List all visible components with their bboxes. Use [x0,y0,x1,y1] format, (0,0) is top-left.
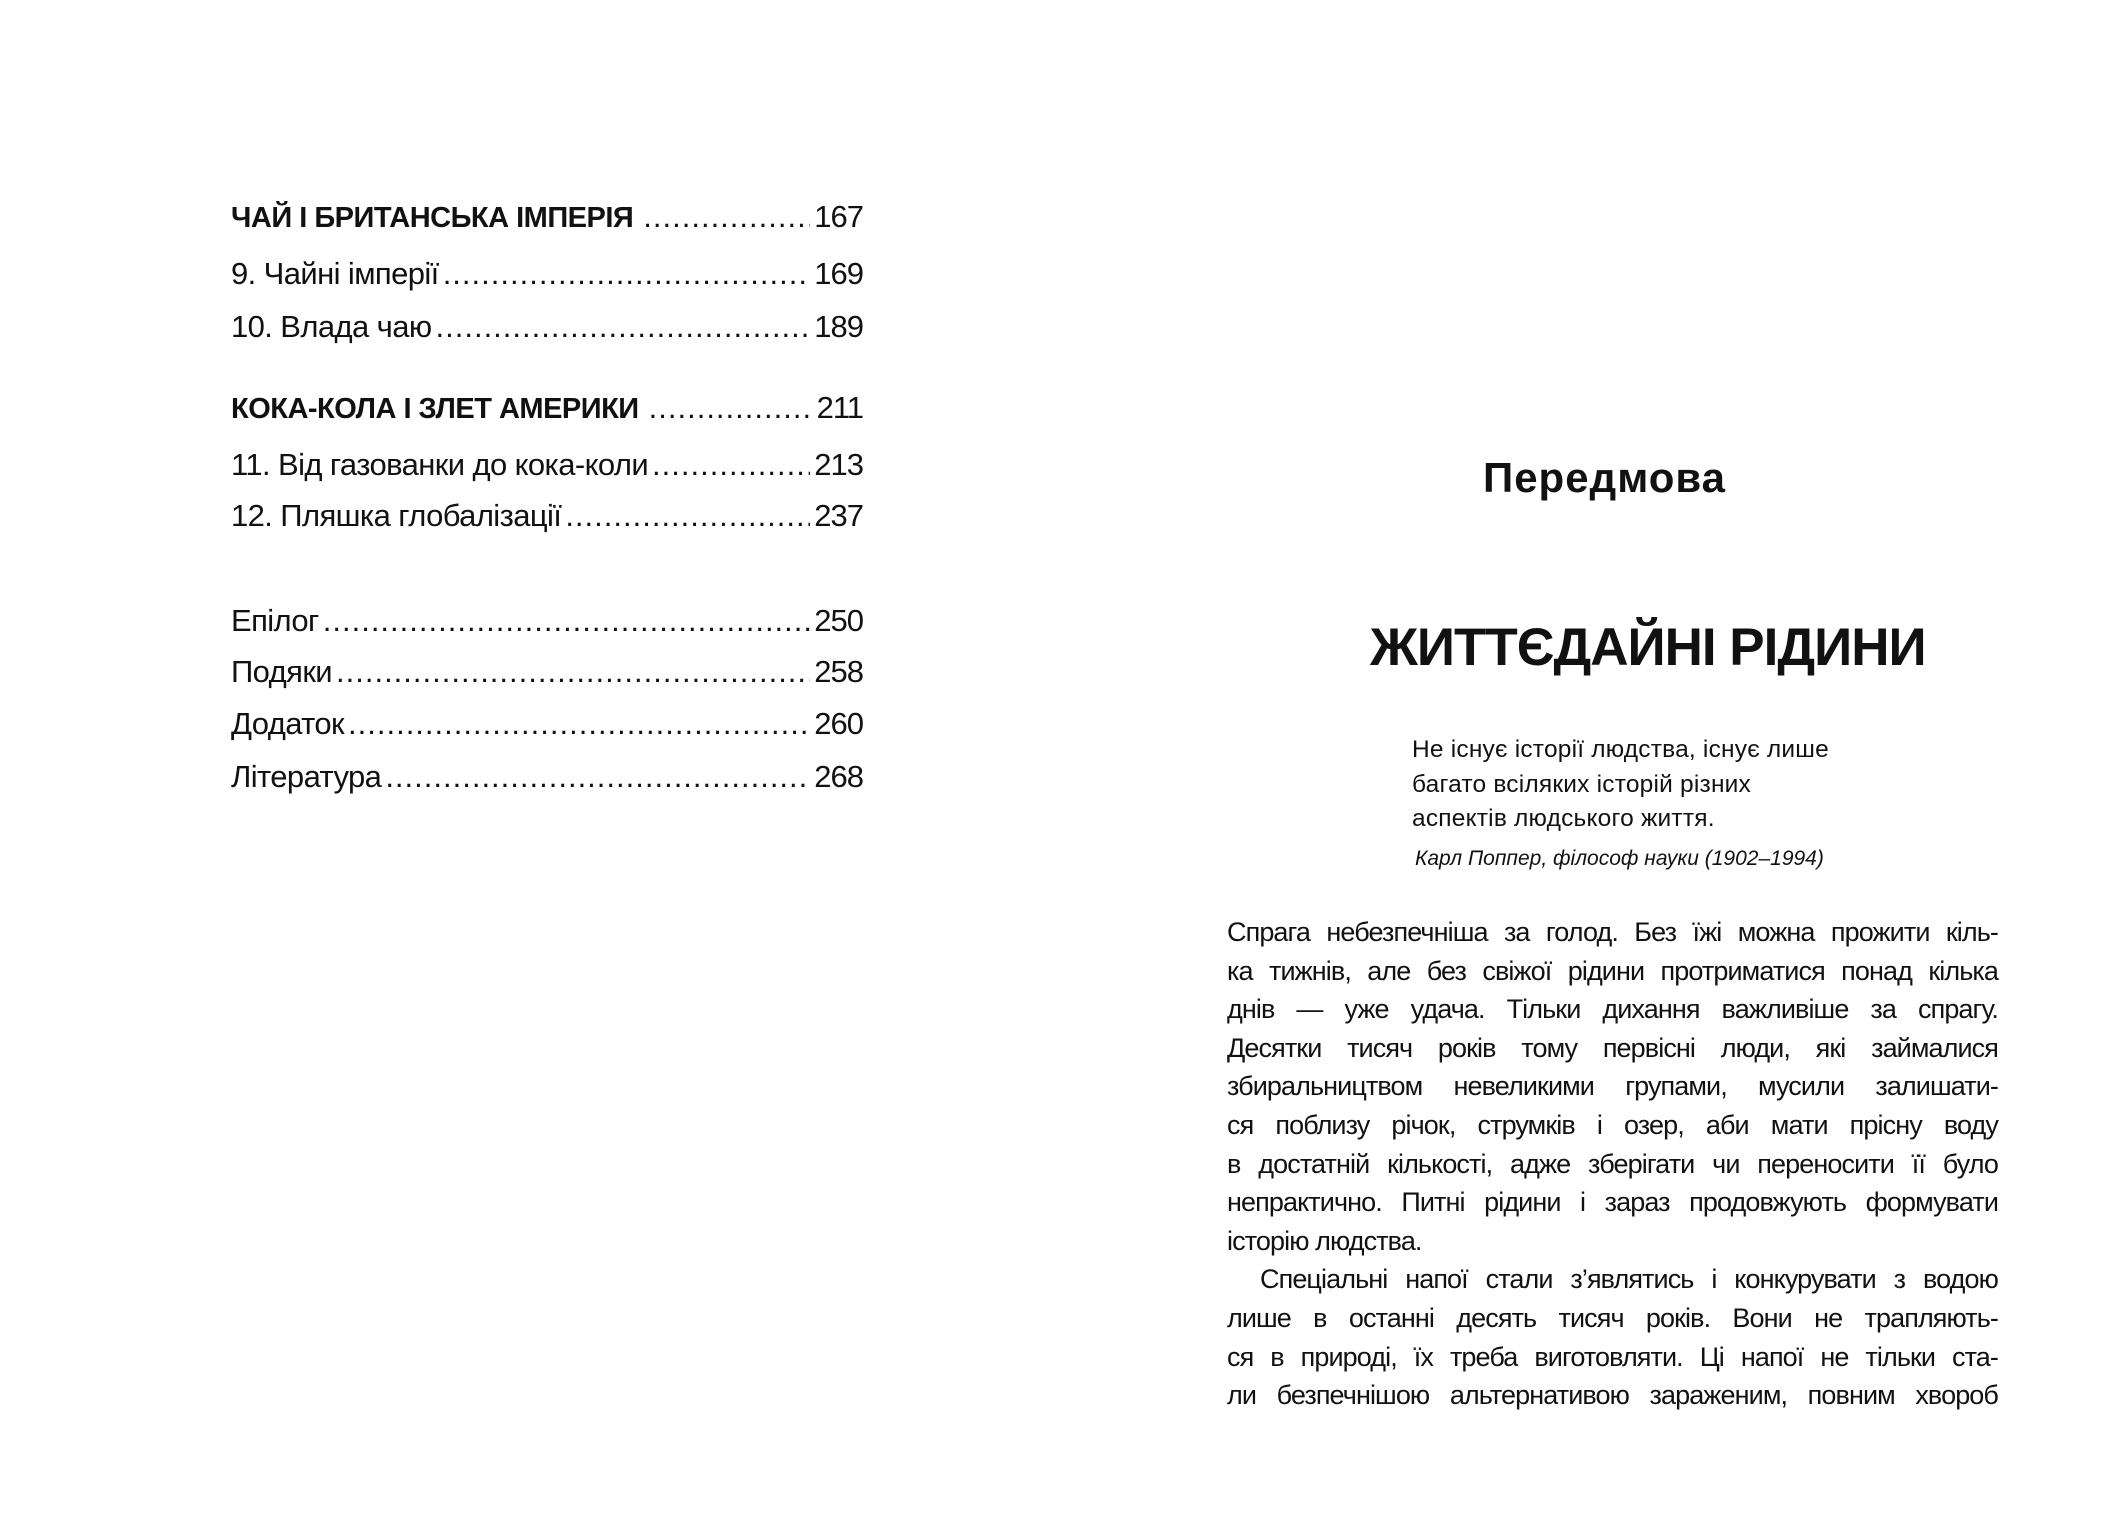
dot-leader [323,603,811,639]
toc-entry-label: 11. Від газованки до кока-коли [231,447,649,482]
epigraph-attribution: Карл Поппер, філософ науки (1902–1994) [1415,847,1824,870]
toc-backmatter-entry[interactable] [231,759,863,795]
toc-page-number: 237 [814,498,863,533]
epigraph [1412,733,1872,870]
toc-page-number: 213 [814,447,863,482]
body-line: ли безпечнішою альтернативою зараженим, повним хвороб [1227,1380,1998,1411]
chapter-title: ЖИТТЄДАЙНІ РІДИНИ [1370,618,1926,677]
section-heading: Передмова [1483,454,1727,501]
toc-part-entry[interactable] [231,390,863,426]
toc-chapter-entry[interactable] [231,309,863,345]
dot-leader [649,390,813,426]
toc-entry-label: Подяки [231,654,332,689]
dot-leader [385,759,810,795]
toc-page-number: 189 [814,309,863,344]
toc-entry-label: 12. Пляшка глобалізації [231,498,562,533]
body-line: Спрага небезпечніша за голод. Без їжі можна прожити кіль- [1227,917,1998,947]
body-line: історію людства. [1227,1225,1422,1256]
toc-entry-label: Література [231,759,382,794]
dot-leader [565,498,810,534]
epigraph-line: Не існує історії людства, існує лише [1412,736,1829,763]
toc-page-number: 268 [814,759,863,794]
dot-leader [443,256,811,292]
toc-part-entry[interactable] [231,199,863,235]
body-line: збиральництвом невеликими групами, мусили залишати- [1227,1071,1998,1102]
toc-page-number: 258 [814,654,863,689]
right-page [1063,0,2126,1535]
epigraph-line: багато всіляких історій різних [1412,770,1752,798]
dot-leader [336,654,810,690]
toc-page-number: 250 [814,603,863,638]
toc-page-number: 211 [816,390,863,425]
dot-leader [643,199,810,235]
body-line: Десятки тисяч років тому первісні люди, які займалися [1227,1032,1998,1063]
toc-page-number: 169 [814,256,863,291]
body-text [1227,913,1998,1415]
toc-entry-label: Додаток [231,706,345,741]
dot-leader [348,706,810,742]
body-line: непрактично. Питні рідини і зараз продовжують формувати [1227,1187,1998,1218]
toc-chapter-entry[interactable] [231,447,863,483]
body-line: ся в природі, їх треба виготовляти. Ці напої не тільки ста- [1227,1341,1998,1372]
toc-backmatter-entry[interactable] [231,706,863,742]
body-line: ка тижнів, але без свіжої рідини протриматися понад кілька [1227,955,1998,986]
toc-entry-label: 10. Влада чаю [231,309,432,344]
toc-backmatter-entry[interactable] [231,654,863,690]
dot-leader [652,447,810,483]
body-line: лише в останні десять тисяч років. Вони не трапляють- [1227,1302,1998,1333]
body-line: в достатній кількості, адже зберігати чи переносити її було [1227,1148,1998,1179]
toc-entry-label: 9. Чайні імперії [231,256,439,291]
epigraph-line: аспектів людського життя. [1412,805,1715,832]
body-line: днів — уже удача. Тільки дихання важливіше за спрагу. [1227,994,1998,1025]
toc-chapter-entry[interactable] [231,256,863,292]
toc-page-number: 167 [814,199,863,234]
toc-entry-label: Епілог [231,603,319,638]
toc-chapter-entry[interactable] [231,498,863,534]
body-line: ся поблизу річок, струмків і озер, аби мати прісну воду [1227,1109,1998,1140]
toc-entry-label: КОКА-КОЛА І ЗЛЕТ АМЕРИКИ [231,393,639,425]
toc-entry-label: ЧАЙ І БРИТАНСЬКА ІМПЕРІЯ [231,202,634,234]
body-line: Спеціальні напої стали з’являтись і конкурувати з водою [1260,1264,1998,1295]
toc-backmatter-entry[interactable] [231,603,863,639]
dot-leader [436,309,811,345]
toc-page-number: 260 [814,706,863,741]
